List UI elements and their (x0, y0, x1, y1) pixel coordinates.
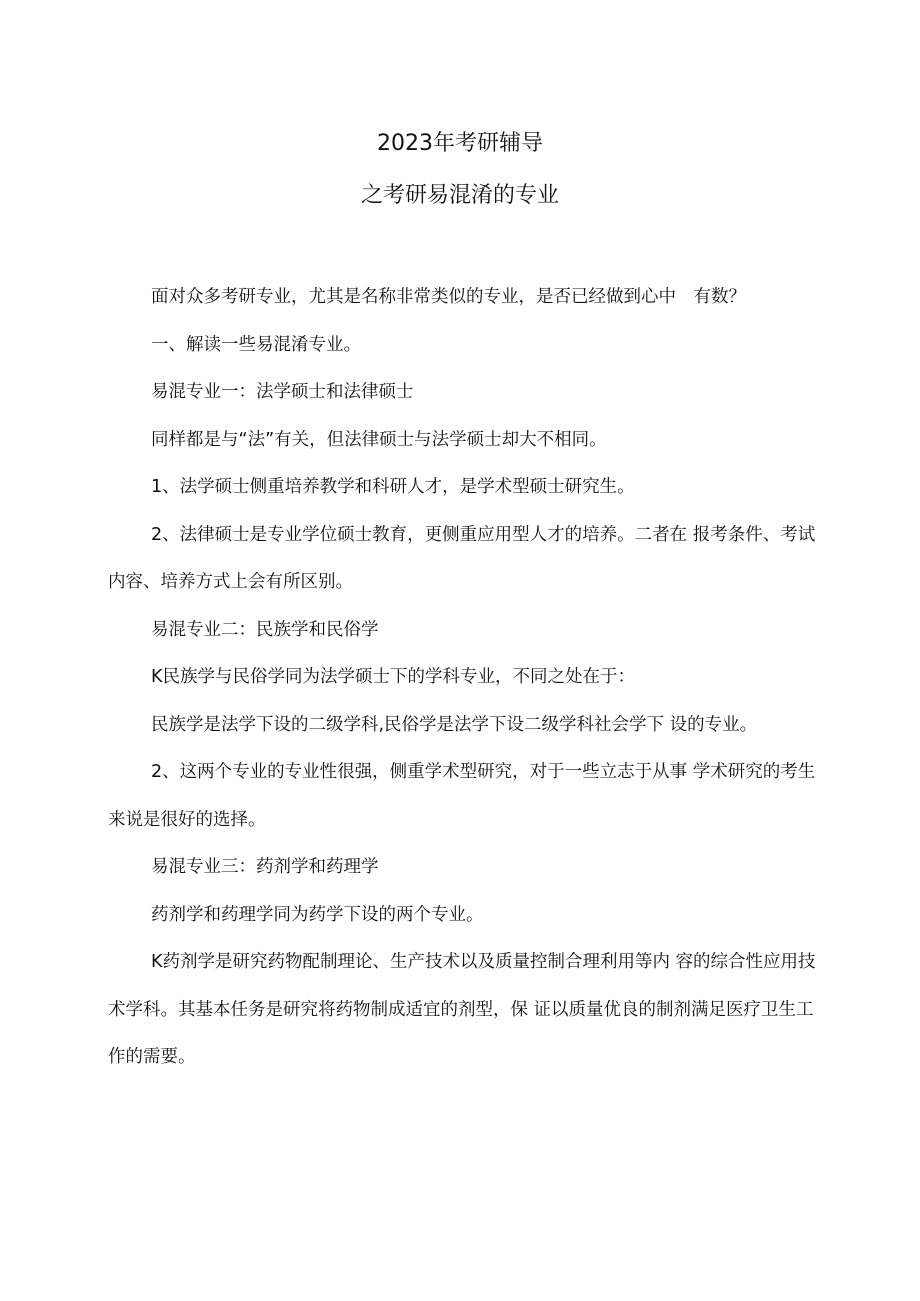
subsection-heading-2: 易混专业二：民族学和民俗学 (151, 619, 379, 640)
document-subtitle: 之考研易混淆的专业 (360, 183, 559, 208)
paragraph: 1、法学硕士侧重培养教学和科研人才，是学术型硕士研究生。 (151, 477, 635, 497)
paragraph: K药剂学是研究药物配制理论、生产技术以及质量控制合理利用等内 容的综合性应用技术学科。其基本任务是研究将药物制成适宜的剂型，保 证以质量优良的制剂满足医疗卫生工作的需要。 (108, 952, 816, 1067)
paragraph: 2、法律硕士是专业学位硕士教育，更侧重应用型人才的培养。二者在 报考条件、考试内容、培养方式上会有所区别。 (108, 524, 816, 592)
document-body (108, 274, 820, 1082)
paragraph: 药剂学和药理学同为药学下设的两个专业。 (151, 904, 484, 925)
paragraph-intro: 面对众多考研专业，尤其是名称非常类似的专业，是否已经做到心中 有数？ (151, 287, 746, 307)
paragraph: 民族学是法学下设的二级学科,民俗学是法学下设二级学科社会学下 设的专业。 (151, 714, 758, 735)
paragraph: 同样都是与“法”有关，但法律硕士与法学硕士却大不相同。 (151, 429, 607, 450)
paragraph: K民族学与民俗学同为法学硕士下的学科专业，不同之处在于： (151, 667, 635, 687)
subsection-heading-1: 易混专业一：法学硕士和法律硕士 (151, 382, 414, 402)
document-title: 2023年考研辅导 (377, 131, 543, 156)
section-heading: 一、解读一些易混淆专业。 (151, 334, 361, 355)
subsection-heading-3: 易混专业三：药剂学和药理学 (151, 857, 379, 877)
paragraph: 2、这两个专业的专业性很强，侧重学术型研究，对于一些立志于从事 学术研究的考生来说是很好的选择。 (108, 762, 816, 830)
